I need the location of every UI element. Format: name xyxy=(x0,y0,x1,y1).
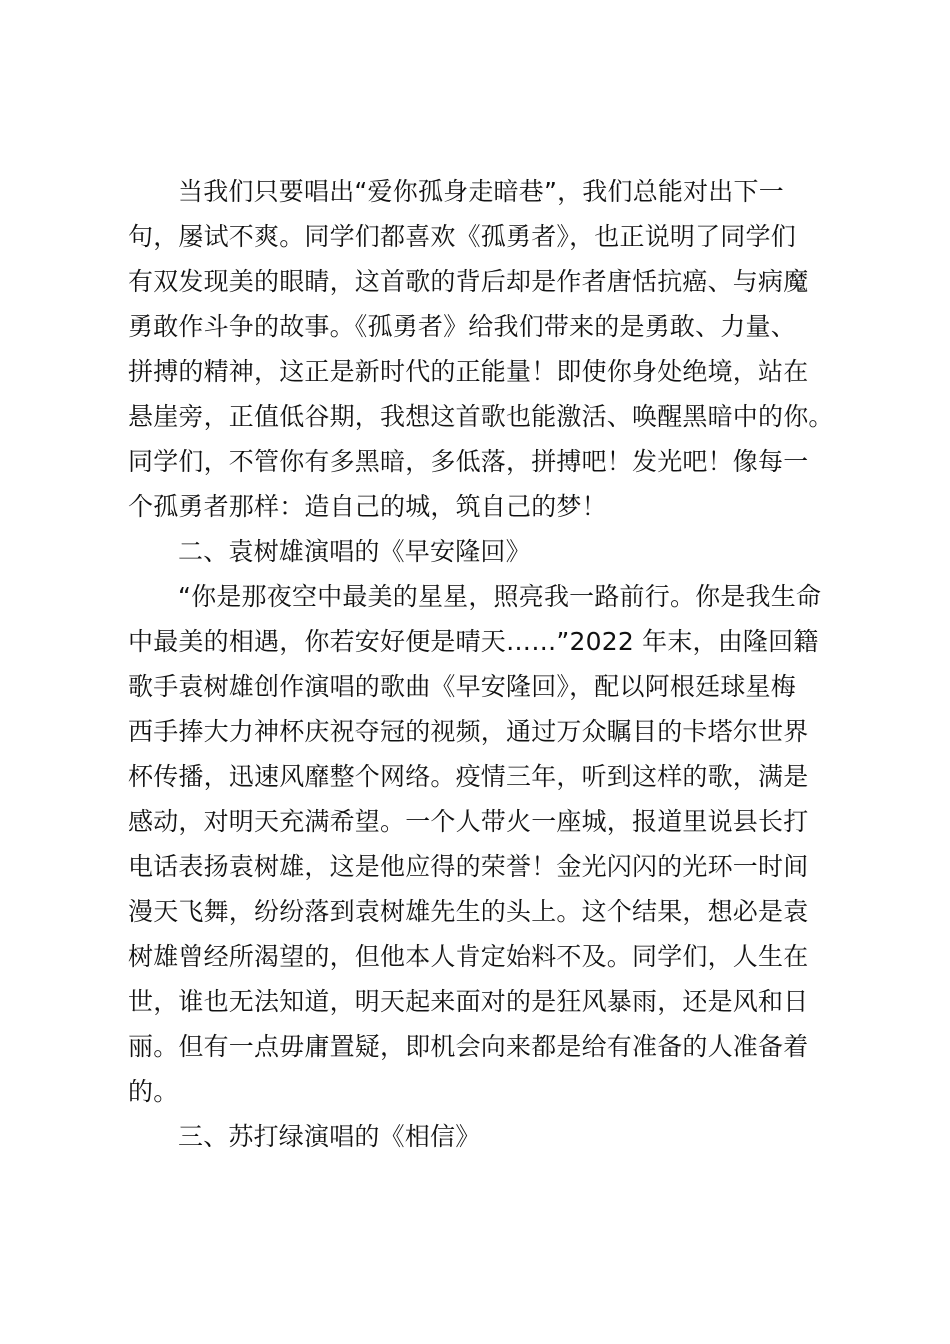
paragraph-2-line-5: 杯传播，迅速风靡整个网络。疫情三年，听到这样的歌，满是 xyxy=(128,762,809,791)
paragraph-2-line-10: 世，谁也无法知道，明天起来面对的是狂风暴雨，还是风和日 xyxy=(128,987,809,1016)
section-heading-2: 二、袁树雄演唱的《早安隆回》 xyxy=(178,537,531,566)
paragraph-1-line-5: 拼搏的精神，这正是新时代的正能量！即使你身处绝境，站在 xyxy=(128,357,809,386)
paragraph-2-line-9: 树雄曾经所渴望的，但他本人肯定始料不及。同学们，人生在 xyxy=(128,942,809,971)
section-heading-3: 三、苏打绿演唱的《相信》 xyxy=(178,1122,481,1151)
paragraph-1-line-1: 当我们只要唱出“爱你孤身走暗巷”，我们总能对出下一 xyxy=(178,177,784,206)
paragraph-2-line-1: “你是那夜空中最美的星星，照亮我一路前行。你是我生命 xyxy=(178,582,822,611)
paragraph-2-line-4: 西手捧大力神杯庆祝夺冠的视频，通过万众瞩目的卡塔尔世界 xyxy=(128,717,809,746)
paragraph-2-line-3: 歌手袁树雄创作演唱的歌曲《早安隆回》，配以阿根廷球星梅 xyxy=(128,672,796,701)
paragraph-2-line-2: 中最美的相遇，你若安好便是晴天……”2022 年末，由隆回籍 xyxy=(128,627,819,656)
paragraph-2-line-11: 丽。但有一点毋庸置疑，即机会向来都是给有准备的人准备着 xyxy=(128,1032,809,1061)
paragraph-2-line-12: 的。 xyxy=(128,1077,179,1106)
paragraph-1-line-2: 句，屡试不爽。同学们都喜欢《孤勇者》，也正说明了同学们 xyxy=(128,222,796,251)
paragraph-1-line-7: 同学们，不管你有多黑暗，多低落，拼搏吧！发光吧！像每一 xyxy=(128,447,809,476)
paragraph-2-line-8: 漫天飞舞，纷纷落到袁树雄先生的头上。这个结果，想必是袁 xyxy=(128,897,809,926)
paragraph-1-line-6: 悬崖旁，正值低谷期，我想这首歌也能激活、唤醒黑暗中的你。 xyxy=(128,402,834,431)
paragraph-1-line-3: 有双发现美的眼睛，这首歌的背后却是作者唐恬抗癌、与病魔 xyxy=(128,267,809,296)
paragraph-2-line-6: 感动，对明天充满希望。一个人带火一座城，报道里说县长打 xyxy=(128,807,809,836)
paragraph-1-line-8: 个孤勇者那样：造自己的城，筑自己的梦！ xyxy=(128,492,607,521)
paragraph-2-line-7: 电话表扬袁树雄，这是他应得的荣誉！金光闪闪的光环一时间 xyxy=(128,852,809,881)
paragraph-1-line-4: 勇敢作斗争的故事。《孤勇者》给我们带来的是勇敢、力量、 xyxy=(128,312,796,341)
